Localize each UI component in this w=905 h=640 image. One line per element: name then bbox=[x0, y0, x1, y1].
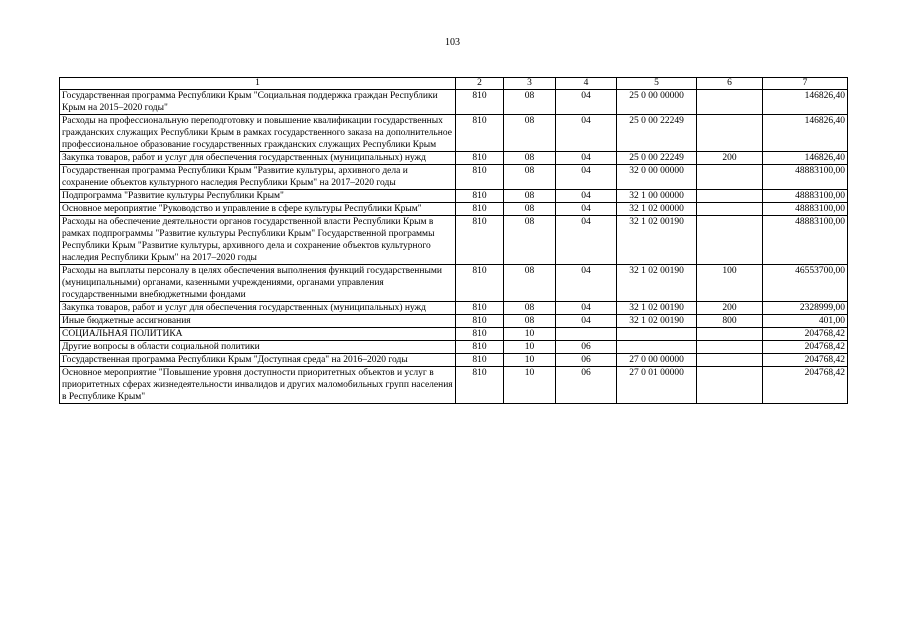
row-name-cell: Закупка товаров, работ и услуг для обеспечения государственных (муниципальных) нужд bbox=[60, 302, 456, 315]
amount-cell: 401,00 bbox=[763, 315, 848, 328]
section-code-cell: 08 bbox=[504, 165, 556, 190]
row-name-cell: Расходы на обеспечение деятельности органов государственной власти Республики Крым в рамках подпрограммы "Развитие культуры Республики Крым" Государственной программы Республики Крым "Развитие культуры, архивного дела и сохранение объектов культурного наследия Республики Крым" на 2017–2020 годы bbox=[60, 216, 456, 265]
target-article-cell: 32 1 02 00000 bbox=[617, 203, 697, 216]
table-body bbox=[60, 90, 848, 404]
section-code-cell: 08 bbox=[504, 90, 556, 115]
amount-cell: 48883100,00 bbox=[763, 216, 848, 265]
target-article-cell: 25 0 00 00000 bbox=[617, 90, 697, 115]
subsection-code-cell: 04 bbox=[556, 90, 617, 115]
section-code-cell: 08 bbox=[504, 302, 556, 315]
expense-type-cell bbox=[697, 367, 763, 404]
expense-type-cell: 800 bbox=[697, 315, 763, 328]
ved-code-cell: 810 bbox=[456, 341, 504, 354]
ved-code-cell: 810 bbox=[456, 203, 504, 216]
row-name-cell: Государственная программа Республики Крым "Доступная среда" на 2016–2020 годы bbox=[60, 354, 456, 367]
target-article-cell: 27 0 01 00000 bbox=[617, 367, 697, 404]
section-code-cell: 10 bbox=[504, 367, 556, 404]
target-article-cell: 32 1 02 00190 bbox=[617, 216, 697, 265]
table-row bbox=[60, 265, 848, 302]
target-article-cell bbox=[617, 341, 697, 354]
table-row bbox=[60, 328, 848, 341]
row-name-cell: Расходы на профессиональную переподготовку и повышение квалификации государственных гражданских служащих Республики Крым в рамках государственного заказа на дополнительное профессиональное образование государственных гражданских служащих Республики Крым bbox=[60, 115, 456, 152]
ved-code-cell: 810 bbox=[456, 152, 504, 165]
amount-cell: 146826,40 bbox=[763, 115, 848, 152]
target-article-cell: 32 1 02 00190 bbox=[617, 265, 697, 302]
section-code-cell: 08 bbox=[504, 190, 556, 203]
page-number: 103 bbox=[445, 37, 460, 48]
expense-type-cell bbox=[697, 115, 763, 152]
amount-cell: 48883100,00 bbox=[763, 165, 848, 190]
expense-type-cell bbox=[697, 341, 763, 354]
expense-type-cell: 200 bbox=[697, 152, 763, 165]
amount-cell: 204768,42 bbox=[763, 367, 848, 404]
ved-code-cell: 810 bbox=[456, 265, 504, 302]
amount-cell: 2328999,00 bbox=[763, 302, 848, 315]
row-name-cell: Основное мероприятие "Руководство и управление в сфере культуры Республики Крым" bbox=[60, 203, 456, 216]
row-name-cell: Подпрограмма "Развитие культуры Республики Крым" bbox=[60, 190, 456, 203]
table-row bbox=[60, 152, 848, 165]
row-name-cell: СОЦИАЛЬНАЯ ПОЛИТИКА bbox=[60, 328, 456, 341]
ved-code-cell: 810 bbox=[456, 328, 504, 341]
ved-code-cell: 810 bbox=[456, 165, 504, 190]
amount-cell: 48883100,00 bbox=[763, 190, 848, 203]
row-name-cell: Другие вопросы в области социальной политики bbox=[60, 341, 456, 354]
table-row bbox=[60, 341, 848, 354]
expense-type-cell bbox=[697, 165, 763, 190]
table-row bbox=[60, 190, 848, 203]
subsection-code-cell: 04 bbox=[556, 165, 617, 190]
subsection-code-cell: 04 bbox=[556, 152, 617, 165]
row-name-cell: Государственная программа Республики Крым "Социальная поддержка граждан Республики Крым на 2015–2020 годы" bbox=[60, 90, 456, 115]
expense-type-cell bbox=[697, 90, 763, 115]
amount-cell: 146826,40 bbox=[763, 152, 848, 165]
section-code-cell: 10 bbox=[504, 341, 556, 354]
amount-cell: 204768,42 bbox=[763, 328, 848, 341]
table-row bbox=[60, 115, 848, 152]
table-row bbox=[60, 302, 848, 315]
table-row bbox=[60, 315, 848, 328]
subsection-code-cell: 04 bbox=[556, 315, 617, 328]
ved-code-cell: 810 bbox=[456, 216, 504, 265]
subsection-code-cell: 04 bbox=[556, 115, 617, 152]
column-header: 5 bbox=[617, 78, 697, 90]
target-article-cell: 25 0 00 22249 bbox=[617, 115, 697, 152]
table-row bbox=[60, 90, 848, 115]
section-code-cell: 08 bbox=[504, 115, 556, 152]
subsection-code-cell: 06 bbox=[556, 354, 617, 367]
column-header: 1 bbox=[60, 78, 456, 90]
column-header: 2 bbox=[456, 78, 504, 90]
expense-type-cell bbox=[697, 216, 763, 265]
expense-type-cell bbox=[697, 190, 763, 203]
row-name-cell: Закупка товаров, работ и услуг для обеспечения государственных (муниципальных) нужд bbox=[60, 152, 456, 165]
column-header: 3 bbox=[504, 78, 556, 90]
amount-cell: 204768,42 bbox=[763, 354, 848, 367]
expense-type-cell bbox=[697, 354, 763, 367]
section-code-cell: 08 bbox=[504, 152, 556, 165]
ved-code-cell: 810 bbox=[456, 315, 504, 328]
row-name-cell: Расходы на выплаты персоналу в целях обеспечения выполнения функций государственными (муниципальными) органами, казенными учреждениями, органами управления государственными внебюджетными фондами bbox=[60, 265, 456, 302]
section-code-cell: 08 bbox=[504, 265, 556, 302]
amount-cell: 46553700,00 bbox=[763, 265, 848, 302]
ved-code-cell: 810 bbox=[456, 90, 504, 115]
table-row bbox=[60, 367, 848, 404]
table-row bbox=[60, 165, 848, 190]
amount-cell: 146826,40 bbox=[763, 90, 848, 115]
ved-code-cell: 810 bbox=[456, 302, 504, 315]
expense-type-cell bbox=[697, 328, 763, 341]
subsection-code-cell: 04 bbox=[556, 216, 617, 265]
budget-table bbox=[59, 77, 848, 404]
target-article-cell: 32 1 02 00190 bbox=[617, 315, 697, 328]
subsection-code-cell: 04 bbox=[556, 265, 617, 302]
target-article-cell: 27 0 00 00000 bbox=[617, 354, 697, 367]
expense-type-cell: 200 bbox=[697, 302, 763, 315]
expense-type-cell: 100 bbox=[697, 265, 763, 302]
section-code-cell: 08 bbox=[504, 216, 556, 265]
target-article-cell bbox=[617, 328, 697, 341]
table-row bbox=[60, 354, 848, 367]
table-row bbox=[60, 216, 848, 265]
subsection-code-cell: 04 bbox=[556, 203, 617, 216]
target-article-cell: 32 0 00 00000 bbox=[617, 165, 697, 190]
row-name-cell: Государственная программа Республики Крым "Развитие культуры, архивного дела и сохранение объектов культурного наследия Республики Крым" на 2017–2020 годы bbox=[60, 165, 456, 190]
subsection-code-cell: 06 bbox=[556, 341, 617, 354]
ved-code-cell: 810 bbox=[456, 115, 504, 152]
ved-code-cell: 810 bbox=[456, 367, 504, 404]
row-name-cell: Основное мероприятие "Повышение уровня доступности приоритетных объектов и услуг в приоритетных сферах жизнедеятельности инвалидов и других маломобильных групп населения в Республике Крым" bbox=[60, 367, 456, 404]
amount-cell: 204768,42 bbox=[763, 341, 848, 354]
ved-code-cell: 810 bbox=[456, 190, 504, 203]
subsection-code-cell: 04 bbox=[556, 190, 617, 203]
subsection-code-cell: 04 bbox=[556, 302, 617, 315]
subsection-code-cell: 06 bbox=[556, 367, 617, 404]
header-row bbox=[60, 78, 848, 90]
expense-type-cell bbox=[697, 203, 763, 216]
section-code-cell: 08 bbox=[504, 315, 556, 328]
section-code-cell: 08 bbox=[504, 203, 556, 216]
target-article-cell: 25 0 00 22249 bbox=[617, 152, 697, 165]
column-header: 4 bbox=[556, 78, 617, 90]
table-row bbox=[60, 203, 848, 216]
column-header: 7 bbox=[763, 78, 848, 90]
target-article-cell: 32 1 02 00190 bbox=[617, 302, 697, 315]
subsection-code-cell bbox=[556, 328, 617, 341]
target-article-cell: 32 1 00 00000 bbox=[617, 190, 697, 203]
section-code-cell: 10 bbox=[504, 354, 556, 367]
column-header: 6 bbox=[697, 78, 763, 90]
row-name-cell: Иные бюджетные ассигнования bbox=[60, 315, 456, 328]
ved-code-cell: 810 bbox=[456, 354, 504, 367]
section-code-cell: 10 bbox=[504, 328, 556, 341]
amount-cell: 48883100,00 bbox=[763, 203, 848, 216]
